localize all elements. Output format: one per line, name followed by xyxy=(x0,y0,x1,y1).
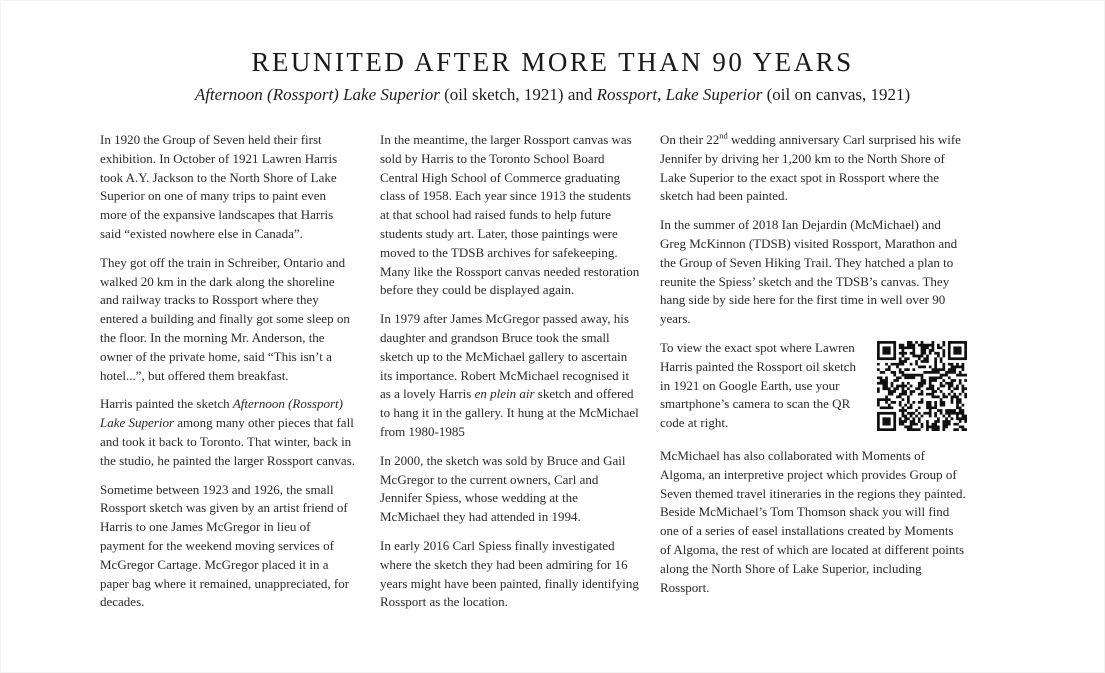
paragraph xyxy=(100,254,355,386)
header xyxy=(0,0,1105,106)
text-columns xyxy=(100,131,1105,622)
paragraph xyxy=(100,131,355,244)
paragraph xyxy=(380,452,641,527)
text-run: In early 2016 Carl Spiess finally investigated where the sketch they had been admiring for 16 years might have been painted, finally identifying Rossport as the location. xyxy=(380,537,639,610)
page-subtitle xyxy=(0,84,1105,106)
qr-code xyxy=(877,341,967,431)
text-run: (oil on canvas, 1921) xyxy=(762,85,911,104)
paragraph xyxy=(100,481,355,613)
text-run: In 1979 after James McGregor passed away, his daughter and grandson Bruce took the small sketch up to the McMichael gallery to ascertain its importance. Robert McMichael recognised it as a lovely Harris xyxy=(380,311,630,402)
paragraph xyxy=(660,339,967,437)
text-run: Sometime between 1923 and 1926, the small Rossport sketch was given by an artist friend of Harris to one James McGregor in lieu of payment for the weekend moving services of McGregor Cartage. McGregor placed it in a paper bag where it remained, unappreciated, for decades. xyxy=(100,481,350,610)
paragraph xyxy=(660,131,967,206)
text-run: Rossport, Lake Superior xyxy=(596,85,763,104)
text-run: Afternoon (Rossport) Lake Superior xyxy=(194,85,440,104)
text-run: In the meantime, the larger Rossport canvas was sold by Harris to the Toronto School Board Central High School of Commerce graduating class of 1958. Each year since 1913 the students at that school had raised funds to help future students study art. Later, those paintings were moved to the TDSB archives for safekeeping. Many like the Rossport canvas needed restoration before they could be displayed again. xyxy=(380,132,640,298)
text-run: On their 22 xyxy=(660,132,720,147)
text-run: among many other pieces that fall and took it back to Toronto. That winter, back in the studio, he painted the larger Rossport canvas. xyxy=(100,415,356,468)
text-run: To view the exact spot where Lawren Harris painted the Rossport oil sketch in 1921 on Google Earth, use your smartphone’s camera to scan the QR code at right. xyxy=(660,339,857,431)
text-run: nd xyxy=(719,130,728,141)
paragraph xyxy=(380,537,641,612)
text-run: They got off the train in Schreiber, Ontario and walked 20 km in the dark along the shoreline and railway tracks to Rossport where they entered a building and finally got some sleep on the floor. In the morning Mr. Anderson, the owner of the private home, said “This isn’t a hotel...”, but offered them breakfast. xyxy=(100,254,350,383)
text-run: en plein air xyxy=(474,386,535,402)
column-3 xyxy=(660,131,967,607)
paragraph xyxy=(380,310,641,442)
text-run: sketch and offered to hang it in the gallery. It hung at the McMichael from 1980-1985 xyxy=(380,386,639,439)
text-run: McMichael has also collaborated with Moments of Algoma, an interpretive project which provides Group of Seven themed travel itineraries in the regions they painted. Beside McMichael’s Tom Thomson shack you will find one of a series of easel installations created by Moments of Algoma, the rest of which are located at different points along the North Shore of Lake Superior, including Rossport. xyxy=(660,447,966,595)
text-run: wedding anniversary Carl surprised his wife Jennifer by driving her 1,200 km to the North Shore of Lake Superior to the exact spot in Rossport where the sketch had been painted. xyxy=(660,132,961,204)
page-title: REUNITED AFTER MORE THAN 90 YEARS xyxy=(251,47,854,77)
column-2 xyxy=(380,131,641,622)
paragraph xyxy=(660,447,967,597)
paragraph xyxy=(100,395,355,470)
text-run: In 2000, the sketch was sold by Bruce and Gail McGregor to the current owners, Carl and Jennifer Spiess, whose wedding at the McMichael they had attended in 1994. xyxy=(380,452,626,525)
text-run: (oil sketch, 1921) and xyxy=(439,85,597,104)
column-1 xyxy=(100,131,355,622)
text-run: Afternoon (Rossport) Lake Superior xyxy=(100,396,343,431)
paragraph xyxy=(660,216,967,329)
text-run: Harris painted the sketch xyxy=(100,396,233,412)
text-run: In the summer of 2018 Ian Dejardin (McMichael) and Greg McKinnon (TDSB) visited Rossport, Marathon and the Group of Seven Hiking Trail. They hatched a plan to reunite the Spiess’ sketch and the TDSB’s canvas. They hang side by side here for the first time in well over 90 years. xyxy=(660,217,958,327)
paragraph xyxy=(380,131,641,300)
text-run: In 1920 the Group of Seven held their first exhibition. In October of 1921 Lawren Harris took A.Y. Jackson to the North Shore of Lake Superior on one of many trips to paint even more of the expansive landscapes that Harris said “existed nowhere else in Canada”. xyxy=(100,132,338,241)
